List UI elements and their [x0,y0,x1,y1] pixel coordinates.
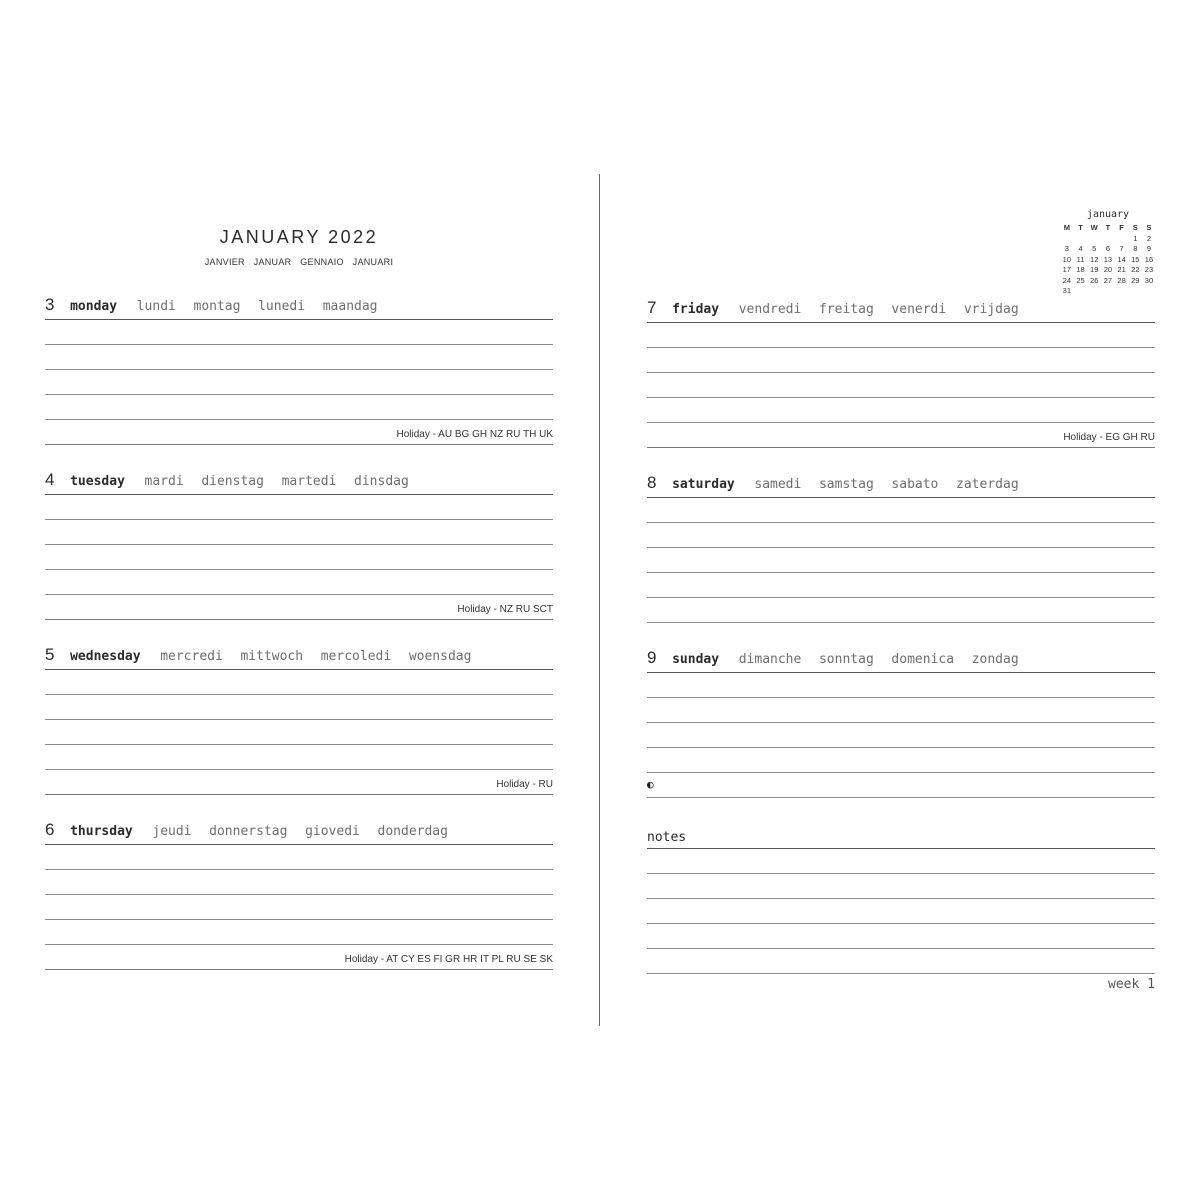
weekday-header: S [1132,223,1138,232]
mini-calendar-day: 7 [1119,244,1124,253]
mini-calendar-day: 4 [1078,244,1083,253]
day-number: 7 [647,298,657,317]
day-translation: maandag [322,299,378,314]
writing-line[interactable] [647,622,1155,623]
day-translation: giovedi [305,824,360,839]
week-label: week 1 [1108,977,1155,992]
day-number: 4 [45,470,55,489]
day-translation: domenica [891,652,955,667]
mini-calendar-day: 14 [1117,254,1126,264]
day-translation: donderdag [377,824,448,839]
day-name: sunday [672,652,720,667]
month-translations: JANVIER JANUAR GENNAIO JANUARI [204,257,394,267]
day-translation: martedi [281,474,337,489]
day-name: monday [70,299,118,314]
mini-calendar-day: 17 [1062,265,1072,274]
day-number: 6 [45,820,55,839]
mini-calendar-day: 12 [1090,254,1099,264]
holiday-row[interactable] [45,945,553,970]
mini-calendar-day [1128,286,1142,297]
mini-calendar-day: 16 [1144,254,1154,264]
day-translation: samstag [818,477,874,492]
day-header [45,645,553,669]
mini-calendar-day [1074,234,1088,245]
mini-calendar-day: 22 [1131,265,1140,274]
holiday-row[interactable] [45,770,553,795]
day-number: 3 [45,295,55,314]
day-block-saturday [647,473,1155,623]
mini-calendar-day: 2 [1146,233,1152,243]
day-translation: donnerstag [209,824,288,839]
mini-calendar-day [1115,234,1129,245]
mini-calendar-day: 5 [1092,244,1097,253]
day-translation: mittwoch [240,649,304,664]
day-translation: lunedi [258,299,306,314]
notes-label: notes [647,830,687,845]
day-translation: dimanche [738,652,802,667]
notes-section [647,826,1155,974]
mini-calendar-day [1087,286,1101,297]
mini-calendar-day: 25 [1076,275,1085,285]
mini-calendar-day: 18 [1076,265,1085,274]
day-number: 8 [647,473,657,492]
mini-calendar-day: 24 [1062,275,1072,285]
day-translation: vrijdag [963,302,1019,317]
day-translation: sonntag [818,652,874,667]
mini-calendar-day [1101,286,1115,297]
day-header [45,295,553,319]
day-translation: dienstag [201,474,264,489]
mini-calendar-day: 1 [1133,233,1138,243]
day-header [45,820,553,844]
notes-line[interactable] [647,973,1155,974]
day-header [45,470,553,494]
month-title: JANUARY 2022 [219,227,379,247]
mini-calendar-day [1115,286,1129,297]
mini-calendar-day [1087,234,1101,245]
day-translation: lundi [136,299,176,314]
mini-calendar-day: 21 [1117,265,1126,274]
day-translation: venerdi [891,302,947,317]
mini-calendar-day: 27 [1103,275,1113,285]
holiday-note: Holiday - NZ RU SCT [457,604,553,615]
mini-calendar-day [1060,234,1074,245]
page-divider [599,174,600,1026]
mini-calendar-day: 9 [1146,244,1152,253]
mini-calendar-grid [1060,223,1156,297]
mini-calendar-day [1142,286,1156,297]
weekday-header: T [1105,223,1111,232]
mini-calendar-day: 28 [1117,275,1126,285]
mini-calendar-day [1101,234,1115,245]
mini-calendar-day: 15 [1131,254,1140,264]
mini-calendar-day: 6 [1105,244,1110,253]
day-translation: zaterdag [956,477,1019,492]
day-translation: woensdag [408,649,472,664]
day-number: 5 [45,645,55,664]
day-translation: jeudi [152,824,192,839]
day-name: tuesday [70,474,125,489]
mini-calendar-day: 13 [1103,254,1113,264]
weekday-header: S [1146,223,1152,232]
holiday-row[interactable] [647,423,1155,448]
weekday-header: M [1063,223,1070,232]
day-translation: samedi [754,477,802,492]
mini-calendar-title: january [1086,209,1130,220]
weekday-header: T [1078,223,1083,232]
day-translation: freitag [818,302,874,317]
mini-calendar-day: 11 [1076,254,1085,264]
day-block-tuesday [45,470,553,620]
mini-calendar-day: 19 [1090,265,1099,274]
day-translation: mercredi [160,649,223,664]
holiday-note: Holiday - AT CY ES FI GR HR IT PL RU SE SK [344,954,553,965]
moon-phase-icon: ◐ [647,778,654,791]
day-translation: mercoledi [320,649,392,664]
day-header [647,298,1155,322]
mini-calendar-day: 20 [1103,265,1113,274]
mini-calendar-day: 8 [1133,244,1138,253]
writing-line[interactable] [647,797,1155,798]
holiday-note: Holiday - EG GH RU [1063,432,1155,443]
mini-calendar [1060,209,1156,297]
mini-calendar-day: 26 [1090,275,1099,285]
day-block-sunday [647,648,1155,798]
day-name: friday [672,302,720,317]
right-page [647,0,1155,1200]
day-translation: dinsdag [354,474,409,489]
day-block-wednesday [45,645,553,795]
day-name: wednesday [70,649,141,664]
day-name: thursday [70,824,133,839]
holiday-note: Holiday - AU BG GH NZ RU TH UK [396,429,553,440]
weekday-header: W [1090,223,1098,232]
holiday-row[interactable] [45,420,553,445]
mini-calendar-day: 10 [1062,254,1072,264]
day-number: 9 [647,648,657,667]
day-header [647,648,1155,672]
day-translation: mardi [144,474,184,489]
day-translation: montag [193,299,241,314]
day-translation: sabato [891,477,939,492]
mini-calendar-day: 23 [1144,265,1154,274]
holiday-note: Holiday - RU [496,779,553,790]
day-block-friday [647,298,1155,448]
day-header [647,473,1155,497]
mini-calendar-day [1074,286,1088,297]
day-translation: zondag [971,652,1019,667]
mini-calendar-day: 31 [1062,286,1072,295]
left-page [45,0,553,1200]
day-name: saturday [672,477,735,492]
mini-calendar-day: 3 [1064,244,1069,253]
mini-calendar-day: 29 [1131,275,1140,285]
day-block-monday [45,295,553,445]
day-block-thursday [45,820,553,970]
day-translation: vendredi [738,302,802,317]
weekday-header: F [1119,223,1124,232]
holiday-row[interactable] [45,595,553,620]
mini-calendar-day: 30 [1144,275,1154,285]
